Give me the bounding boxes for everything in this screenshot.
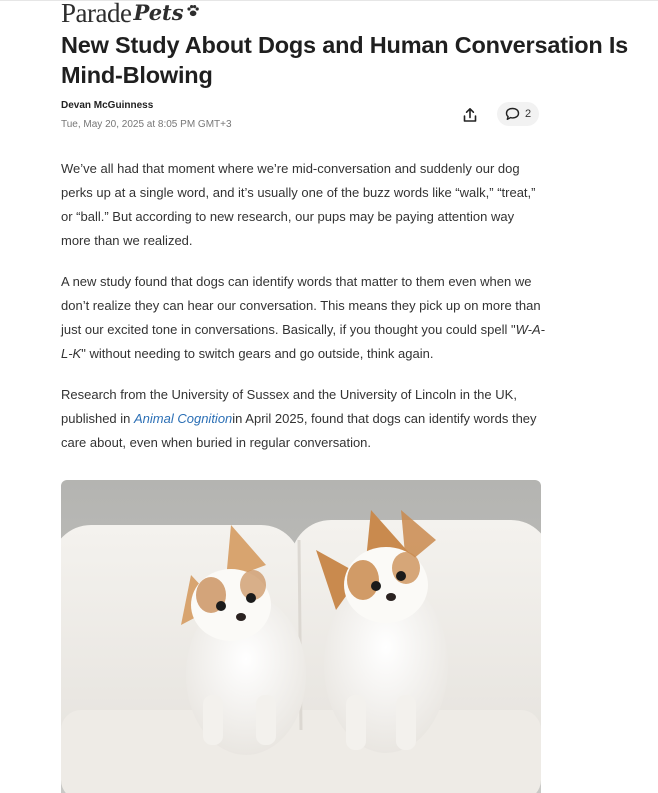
site-logo[interactable] [61,0,200,26]
paragraph-1: We’ve all had that moment where we’re mid-conversation and suddenly our dog perks up at a single word, and it’s usually one of the buzz words like “walk,” “treat,” or “ball.” But according to new research, our pups may be paying attention way more than we realized. [61,161,536,248]
comment-count: 2 [525,108,532,120]
comments-button[interactable] [497,102,539,126]
paragraph-3 [61,383,546,455]
logo-pets: Pets [133,0,184,25]
share-icon [462,107,478,123]
author-name[interactable]: Devan McGuinness [61,100,154,111]
paragraph-2-text-a: A new study found that dogs can identify words that matter to them even when we don’t realize they can hear our conversation. This means they pick up on more than just our excited tone in conversations. Basically, if you thought you could spell " [61,274,541,337]
journal-link[interactable]: Animal Cognition [134,411,233,426]
article-body [61,157,546,472]
share-button[interactable] [459,104,481,126]
article-title: New Study About Dogs and Human Conversation Is Mind-Blowing [61,32,629,88]
comment-icon [505,107,520,121]
publish-date: Tue, May 20, 2025 at 8:05 PM GMT+3 [61,119,232,130]
paragraph-2 [61,270,546,366]
walk-spelled: W-A-L-K [61,322,545,361]
paragraph-2-text-b: " without needing to switch gears and go outside, think again. [81,346,434,361]
article-hero-image [61,480,541,793]
paragraph-3-text-a: Research from the University of Sussex and the University of Lincoln in the UK, published in [61,387,517,426]
logo-parade: Parade [61,0,132,28]
paw-icon [186,4,200,18]
paragraph-3-text-b: in April 2025, found that dogs can identify words they care about, even when buried in regular conversation. [61,411,537,450]
